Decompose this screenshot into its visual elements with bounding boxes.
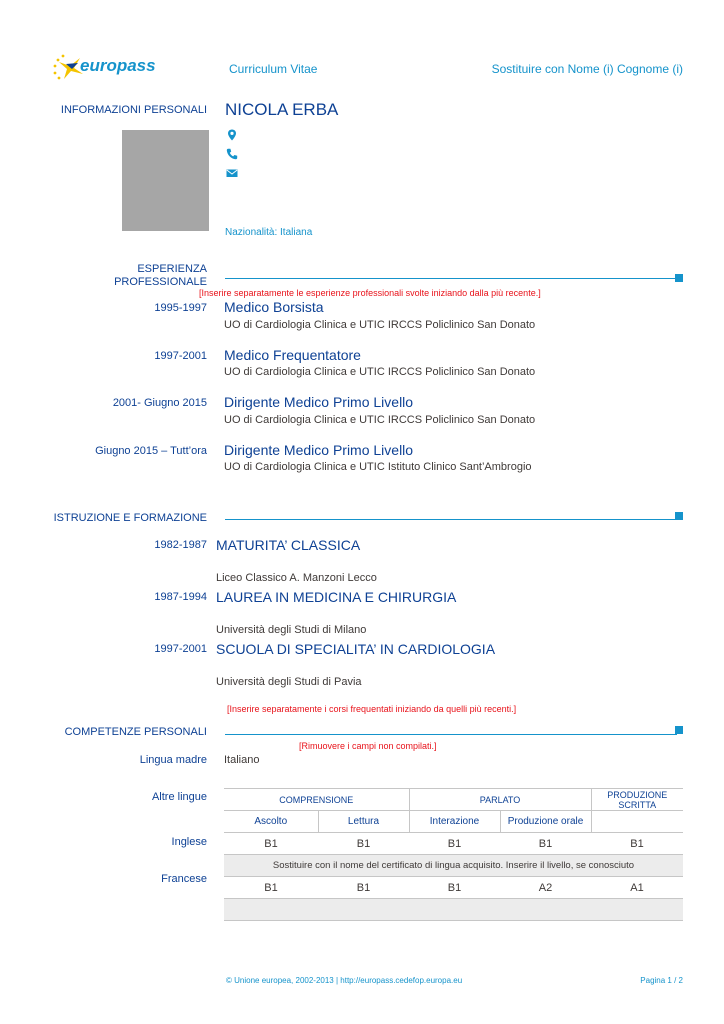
location-icon: [226, 129, 238, 141]
language-name: Francese: [161, 873, 207, 885]
level-cell: B1: [224, 833, 318, 855]
cv-label: Curriculum Vitae: [229, 62, 318, 76]
footer-copyright: © Unione europea, 2002-2013 | http://europass.cedefop.europa.eu: [226, 976, 463, 985]
experience-title: Medico Borsista: [224, 299, 324, 315]
section-label-skills: COMPETENZE PERSONALI: [64, 726, 207, 738]
header-scritta-empty: [591, 811, 683, 833]
photo-placeholder: [122, 130, 209, 231]
level-cell: B1: [500, 833, 591, 855]
header-interazione: Interazione: [409, 811, 500, 833]
nationality: Nazionalità: Italiana: [225, 227, 313, 238]
education-dates: 1987-1994: [154, 591, 207, 603]
education-school: Università degli Studi di Pavia: [216, 676, 362, 688]
header-lettura: Lettura: [318, 811, 409, 833]
certificate-text: [224, 899, 683, 921]
header-produzione-orale: Produzione orale: [500, 811, 591, 833]
experience-dates: Giugno 2015 – Tutt’ora: [95, 445, 207, 457]
phone-icon: [226, 148, 238, 160]
other-languages-label: Altre lingue: [151, 791, 207, 803]
education-title: MATURITA’ CLASSICA: [216, 537, 361, 553]
name-hint: Sostituire con Nome (i) Cognome (i): [491, 62, 683, 76]
level-cell: A1: [591, 877, 683, 899]
mother-tongue-value: Italiano: [224, 754, 260, 766]
language-table-group-header: [224, 789, 683, 811]
education-dates: 1997-2001: [154, 643, 207, 655]
section-label-education: ISTRUZIONE E FORMAZIONE: [53, 512, 207, 524]
level-cell: B1: [224, 877, 318, 899]
section-marker-education: [675, 512, 683, 520]
header-ascolto: Ascolto: [224, 811, 318, 833]
experience-title: Medico Frequentatore: [224, 347, 361, 363]
section-label-personal: INFORMAZIONI PERSONALI: [60, 104, 207, 116]
section-marker-experience: [675, 274, 683, 282]
experience-place: UO di Cardiologia Clinica e UTIC IRCCS Policlinico San Donato: [224, 366, 536, 378]
skills-hint: [Rimuovere i campi non compilati.]: [299, 741, 437, 751]
experience-place: UO di Cardiologia Clinica e UTIC IRCCS Policlinico San Donato: [224, 414, 536, 426]
experience-title: Dirigente Medico Primo Livello: [224, 394, 414, 410]
header-parlato: PARLATO: [409, 789, 591, 811]
header-comprensione: COMPRENSIONE: [224, 789, 409, 811]
experience-dates: 1997-2001: [154, 350, 207, 362]
section-marker-skills: [675, 726, 683, 734]
experience-dates: 1995-1997: [154, 302, 207, 314]
level-cell: B1: [318, 877, 409, 899]
experience-dates: 2001- Giugno 2015: [112, 397, 207, 409]
level-cell: A2: [500, 877, 591, 899]
level-cell: B1: [318, 833, 409, 855]
education-school: Liceo Classico A. Manzoni Lecco: [216, 572, 377, 584]
mother-tongue-label: Lingua madre: [139, 754, 207, 766]
footer-page-number: Pagina 1 / 2: [640, 976, 683, 985]
language-table-subheader: [224, 811, 683, 833]
certificate-row: [224, 855, 683, 877]
education-hint: [Inserire separatamente i corsi frequentati iniziando da quelli più recenti.]: [227, 704, 517, 714]
header-produzione-scritta: PRODUZIONE SCRITTA: [591, 789, 683, 811]
europass-logo: [50, 52, 156, 82]
education-school: Università degli Studi di Milano: [216, 624, 367, 636]
certificate-text: Sostituire con il nome del certificato di lingua acquisito. Inserire il livello, se conosciuto: [224, 855, 683, 877]
language-row: [224, 877, 683, 899]
full-name: NICOLA ERBA: [225, 100, 339, 119]
experience-place: UO di Cardiologia Clinica e UTIC Istituto Clinico Sant’Ambrogio: [224, 461, 532, 473]
section-divider-education: [225, 519, 677, 520]
certificate-row: [224, 899, 683, 921]
education-title: LAUREA IN MEDICINA E CHIRURGIA: [216, 589, 457, 605]
experience-place: UO di Cardiologia Clinica e UTIC IRCCS Policlinico San Donato: [224, 319, 536, 331]
email-icon: [226, 167, 238, 179]
experience-title: Dirigente Medico Primo Livello: [224, 442, 414, 458]
section-divider-experience: [225, 278, 677, 279]
experience-hint: [Inserire separatamente le esperienze professionali svolte iniziando dalla più recente.]: [199, 288, 541, 298]
logo-text: europass: [80, 56, 156, 75]
section-label-experience: ESPERIENZA PROFESSIONALE: [114, 263, 207, 288]
level-cell: B1: [409, 833, 500, 855]
section-divider-skills: [225, 734, 677, 735]
language-name: Inglese: [171, 836, 207, 848]
level-cell: B1: [409, 877, 500, 899]
education-dates: 1982-1987: [154, 539, 207, 551]
level-cell: B1: [591, 833, 683, 855]
language-table: [224, 788, 683, 921]
language-row: [224, 833, 683, 855]
education-title: SCUOLA DI SPECIALITA’ IN CARDIOLOGIA: [216, 641, 496, 657]
